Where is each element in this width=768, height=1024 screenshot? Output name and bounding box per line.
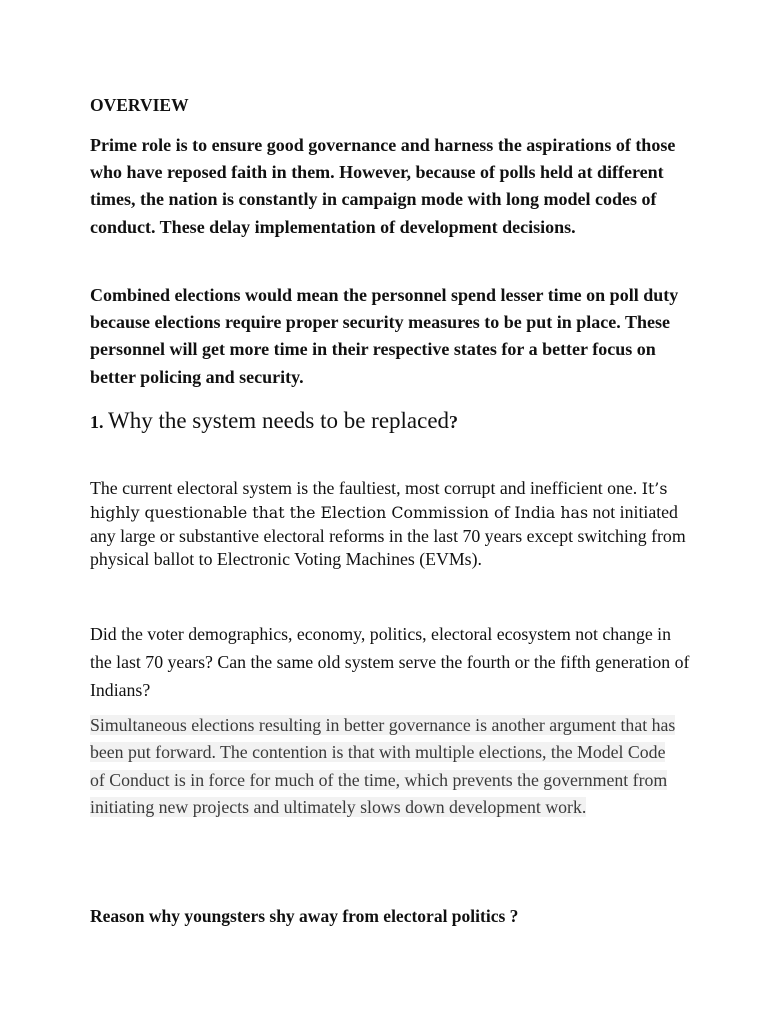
paragraph-current-system (90, 477, 690, 572)
paragraph-current-system-part2: It’s highly questionable that the Election Commission of India has (90, 479, 668, 522)
reason-heading: Reason why youngsters shy away from electoral politics ? (90, 906, 519, 926)
overview-heading: OVERVIEW (90, 95, 189, 115)
paragraph-voter-demographics: Did the voter demographics, economy, politics, electoral ecosystem not change in the last 70 years? Can the same old system serve the fourth or the fifth generation of Indians? (90, 624, 690, 700)
overview-paragraph-governance: Prime role is to ensure good governance and harness the aspirations of those who have reposed faith in them. However, because of polls held at different times, the nation is constantly in campaign mode with long model codes of conduct. These delay implementation of development decisions. (90, 135, 676, 237)
paragraph-simultaneous-elections (90, 712, 680, 822)
section-number: 1. (90, 412, 108, 432)
section-question-mark: ? (449, 412, 459, 432)
section-title: Why the system needs to be replaced (108, 408, 450, 433)
highlighted-text: Simultaneous elections resulting in better governance is another argument that has been put forward. The contention is that with multiple elections, the Model Code of Conduct is in force for much of the time, which prevents the government from initiating new projects and ultimately slows down development work. (90, 715, 676, 818)
section-heading-replace-system (90, 405, 458, 438)
overview-paragraph-personnel: Combined elections would mean the personnel spend lesser time on poll duty because elections require proper security measures to be put in place. These personnel will get more time in their respective states for a better focus on better policing and security. (90, 285, 679, 387)
paragraph-current-system-part1: The current electoral system is the faultiest, most corrupt and inefficient one. (90, 478, 642, 498)
paragraph-current-system-part3: not initiated any large or substantive electoral reforms in the last 70 years except switching from physical ballot to Electronic Voting Machines (EVMs). (90, 501, 686, 570)
